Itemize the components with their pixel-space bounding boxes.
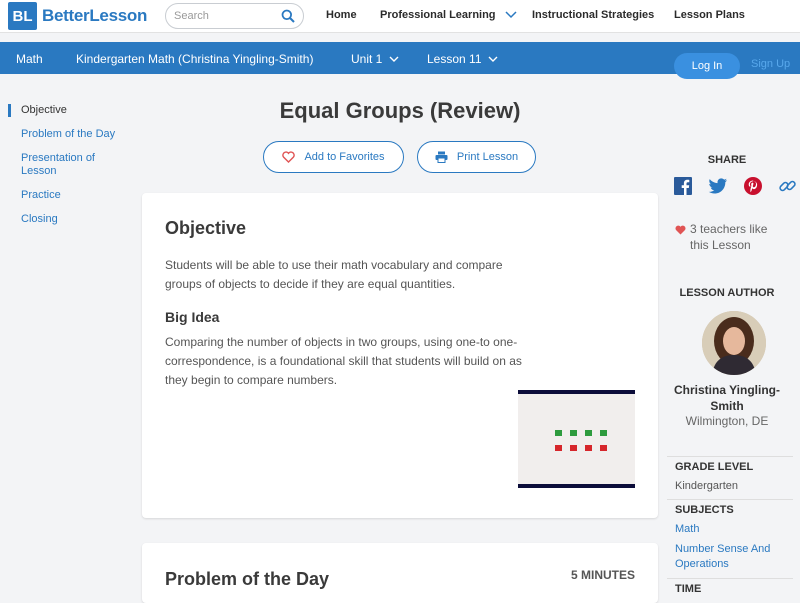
- problem-duration: 5 MINUTES: [570, 568, 635, 582]
- breadcrumb-unit[interactable]: [351, 52, 399, 66]
- likes-text: 3 teachers like this Lesson: [690, 222, 768, 252]
- green-square: [555, 430, 562, 436]
- divider: [667, 456, 793, 457]
- sidebar-item-practice[interactable]: Practice: [21, 189, 61, 201]
- author-location: Wilmington, DE: [685, 414, 769, 428]
- print-lesson-label: Print Lesson: [456, 151, 519, 163]
- nav-instructional-strategies[interactable]: Instructional Strategies: [532, 9, 655, 21]
- breadcrumb-subject[interactable]: Math: [16, 52, 43, 66]
- printer-icon: [435, 151, 448, 163]
- sidebar-item-presentation[interactable]: Presentation of Lesson: [21, 152, 95, 177]
- chevron-down-icon: [389, 56, 399, 63]
- nav-lesson-plans[interactable]: Lesson Plans: [674, 9, 745, 21]
- red-square: [570, 445, 577, 451]
- chevron-down-icon: [505, 11, 517, 19]
- likes-row: [667, 221, 787, 253]
- problem-heading: Problem of the Day: [165, 569, 330, 589]
- big-idea-text: Comparing the number of objects in two groups, using one-to one-correspondence, is a foundational skill that students will build on as they begin to compare numbers.: [165, 335, 522, 387]
- logo-mark: BL: [8, 2, 37, 30]
- share-label: [667, 150, 787, 168]
- red-square: [600, 445, 607, 451]
- grade-level-value: Kindergarten: [675, 480, 738, 492]
- subjects-label: SUBJECTS: [675, 504, 734, 516]
- sidebar-item-problem-of-the-day[interactable]: Problem of the Day: [21, 128, 116, 140]
- green-square: [570, 430, 577, 436]
- green-square: [600, 430, 607, 436]
- signup-link[interactable]: Sign Up: [751, 58, 791, 70]
- search-placeholder: Search: [174, 10, 209, 22]
- login-button[interactable]: Log In: [674, 53, 740, 79]
- objective-text: Students will be able to use their math vocabulary and compare groups of objects to decide if they are equal quantities.: [165, 258, 503, 291]
- red-square: [555, 445, 562, 451]
- brand-logo[interactable]: [8, 2, 147, 30]
- subject-link-number-sense[interactable]: Number Sense And Operations: [675, 543, 771, 570]
- red-square: [585, 445, 592, 451]
- twitter-icon[interactable]: [708, 177, 728, 200]
- logo-text: BetterLesson: [42, 6, 148, 25]
- print-lesson-button[interactable]: [417, 141, 536, 173]
- big-idea-heading: Big Idea: [165, 309, 220, 325]
- page-title: Equal Groups (Review): [279, 98, 521, 123]
- pinterest-icon[interactable]: [744, 177, 762, 200]
- share-label-text: SHARE: [707, 154, 747, 166]
- search-input[interactable]: [165, 3, 304, 29]
- lesson-video-thumbnail[interactable]: [518, 390, 635, 488]
- chevron-down-icon: [488, 56, 498, 63]
- grade-level-label: GRADE LEVEL: [675, 461, 754, 473]
- objective-heading: Objective: [165, 218, 247, 238]
- sidebar-item-objective[interactable]: Objective: [8, 104, 128, 117]
- green-square: [585, 430, 592, 436]
- divider: [667, 578, 793, 579]
- heart-icon: [282, 151, 295, 163]
- author-avatar[interactable]: [702, 311, 766, 375]
- time-label: TIME: [675, 583, 702, 595]
- subject-link-math[interactable]: Math: [675, 523, 700, 535]
- problem-of-the-day-card: [142, 543, 658, 603]
- sidebar-item-closing[interactable]: Closing: [21, 213, 58, 225]
- nav-professional-learning-label: Professional Learning: [380, 9, 496, 21]
- section-sidebar: [8, 104, 128, 237]
- breadcrumb-unit-label: Unit 1: [351, 52, 383, 66]
- link-icon[interactable]: [778, 177, 798, 200]
- search-icon[interactable]: [281, 9, 295, 28]
- breadcrumb-lesson-label: Lesson 11: [427, 52, 482, 66]
- nav-home[interactable]: Home: [326, 9, 357, 21]
- nav-professional-learning[interactable]: [380, 9, 517, 21]
- breadcrumb-course[interactable]: Kindergarten Math (Christina Yingling-Smith): [76, 52, 314, 66]
- lesson-author-label: [667, 283, 787, 301]
- divider: [667, 499, 793, 500]
- top-header: [0, 0, 800, 33]
- lesson-author-label-text: LESSON AUTHOR: [679, 287, 775, 299]
- share-icons: [674, 177, 798, 200]
- heart-icon: [675, 225, 686, 235]
- add-to-favorites-label: Add to Favorites: [304, 151, 385, 163]
- breadcrumb-lesson[interactable]: [427, 52, 498, 66]
- facebook-icon[interactable]: [674, 177, 692, 200]
- author-name[interactable]: Christina Yingling-Smith: [673, 383, 780, 413]
- add-to-favorites-button[interactable]: [263, 141, 404, 173]
